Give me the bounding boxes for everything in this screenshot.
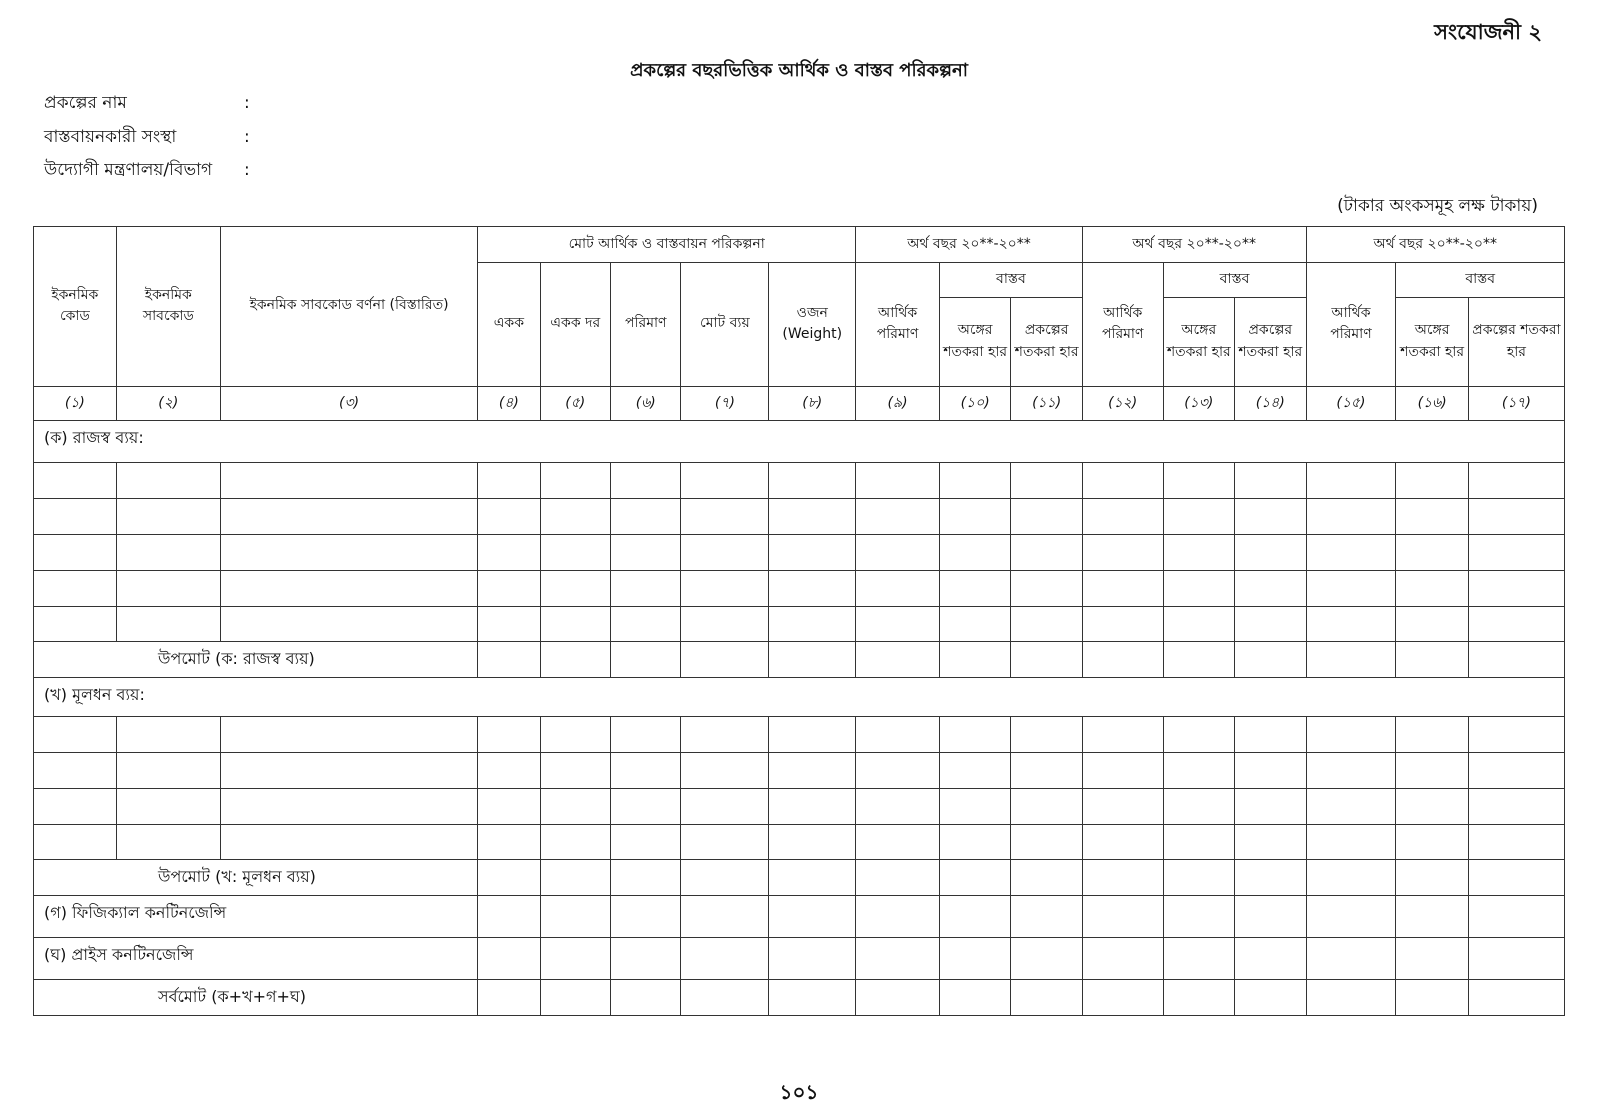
entry-cell[interactable] bbox=[1468, 824, 1564, 860]
header-item-percent: অঙ্গের শতকরা হার bbox=[1163, 297, 1234, 386]
entry-cell[interactable] bbox=[1163, 535, 1234, 571]
entry-cell[interactable] bbox=[540, 788, 610, 824]
entry-cell[interactable] bbox=[1468, 499, 1564, 535]
header-economic-code: ইকনমিক কোড bbox=[34, 227, 117, 387]
entry-cell[interactable] bbox=[1468, 606, 1564, 642]
header-project-percent: প্রকল্পের শতকরা হার bbox=[1235, 297, 1306, 386]
capital-subtotal-row bbox=[34, 860, 1565, 896]
col-number: (৯) bbox=[856, 386, 940, 421]
col-number: (১৩) bbox=[1163, 386, 1234, 421]
entry-cell[interactable] bbox=[1468, 788, 1564, 824]
entry-cell[interactable] bbox=[116, 570, 220, 606]
entry-cell[interactable] bbox=[1011, 752, 1082, 788]
entry-cell[interactable] bbox=[939, 752, 1010, 788]
entry-cell[interactable] bbox=[769, 570, 856, 606]
header-fiscal-year-3: অর্থ বছর ২০**-২০** bbox=[1306, 227, 1564, 263]
entry-cell[interactable] bbox=[478, 752, 540, 788]
grand-total-label: সর্বমোট (ক+খ+গ+ঘ) bbox=[34, 980, 478, 1016]
header-description: ইকনমিক সাবকোড বর্ণনা (বিস্তারিত) bbox=[220, 227, 477, 387]
info-label: বাস্তবায়নকারী সংস্থা bbox=[44, 127, 177, 147]
col-number: (৫) bbox=[540, 386, 610, 421]
entry-cell[interactable] bbox=[1011, 788, 1082, 824]
entry-cell[interactable] bbox=[116, 752, 220, 788]
entry-cell[interactable] bbox=[769, 788, 856, 824]
col-number: (৪) bbox=[478, 386, 540, 421]
entry-cell[interactable] bbox=[1163, 570, 1234, 606]
entry-cell[interactable] bbox=[1082, 463, 1163, 499]
entry-cell[interactable] bbox=[681, 535, 769, 571]
entry-cell[interactable] bbox=[1306, 788, 1396, 824]
revenue-subtotal-row bbox=[34, 642, 1565, 678]
entry-cell[interactable] bbox=[220, 499, 477, 535]
entry-cell[interactable] bbox=[611, 717, 681, 753]
entry-cell[interactable] bbox=[1082, 717, 1163, 753]
page-title: প্রকল্পের বছরভিত্তিক আর্থিক ও বাস্তব পরিকল্পনা bbox=[630, 60, 968, 81]
entry-cell[interactable] bbox=[611, 824, 681, 860]
info-colon: : bbox=[244, 93, 250, 113]
entry-cell[interactable] bbox=[1082, 606, 1163, 642]
header-economic-subcode: ইকনমিক সাবকোড bbox=[116, 227, 220, 387]
entry-cell[interactable] bbox=[1306, 824, 1396, 860]
entry-cell[interactable] bbox=[1011, 570, 1082, 606]
entry-cell[interactable] bbox=[769, 824, 856, 860]
entry-cell[interactable] bbox=[478, 788, 540, 824]
entry-cell[interactable] bbox=[1468, 535, 1564, 571]
entry-cell[interactable] bbox=[1306, 463, 1396, 499]
entry-cell[interactable] bbox=[116, 535, 220, 571]
entry-cell[interactable] bbox=[1011, 824, 1082, 860]
col-number: (৭) bbox=[681, 386, 769, 421]
entry-cell[interactable] bbox=[939, 824, 1010, 860]
header-financial-amount: আর্থিক পরিমাণ bbox=[1082, 262, 1163, 386]
info-project-name bbox=[44, 90, 250, 118]
entry-cell[interactable] bbox=[1468, 717, 1564, 753]
entry-cell[interactable] bbox=[856, 499, 940, 535]
entry-cell[interactable] bbox=[939, 788, 1010, 824]
entry-cell[interactable] bbox=[540, 752, 610, 788]
entry-cell[interactable] bbox=[1082, 824, 1163, 860]
entry-cell[interactable] bbox=[478, 463, 540, 499]
header-financial-amount: আর্থিক পরিমাণ bbox=[856, 262, 940, 386]
entry-cell[interactable] bbox=[116, 717, 220, 753]
entry-cell[interactable] bbox=[1396, 463, 1469, 499]
entry-cell[interactable] bbox=[1082, 499, 1163, 535]
col-number: (৬) bbox=[611, 386, 681, 421]
entry-cell[interactable] bbox=[540, 570, 610, 606]
entry-cell[interactable] bbox=[220, 535, 477, 571]
entry-cell[interactable] bbox=[1306, 606, 1396, 642]
physical-contingency-row bbox=[34, 896, 1565, 938]
entry-cell[interactable] bbox=[1082, 788, 1163, 824]
grand-total-row bbox=[34, 980, 1565, 1016]
entry-cell[interactable] bbox=[769, 463, 856, 499]
entry-cell[interactable] bbox=[1396, 717, 1469, 753]
table-row bbox=[34, 606, 1565, 642]
entry-cell[interactable] bbox=[540, 824, 610, 860]
table-row bbox=[34, 463, 1565, 499]
table-row bbox=[34, 752, 1565, 788]
entry-cell[interactable] bbox=[1235, 824, 1306, 860]
entry-cell[interactable] bbox=[856, 717, 940, 753]
entry-cell[interactable] bbox=[116, 824, 220, 860]
entry-cell[interactable] bbox=[681, 463, 769, 499]
entry-cell[interactable] bbox=[1306, 717, 1396, 753]
entry-cell[interactable] bbox=[939, 717, 1010, 753]
entry-cell[interactable] bbox=[220, 824, 477, 860]
entry-cell[interactable] bbox=[34, 788, 117, 824]
entry-cell[interactable] bbox=[681, 499, 769, 535]
table-row bbox=[34, 824, 1565, 860]
entry-cell[interactable] bbox=[681, 788, 769, 824]
entry-cell[interactable] bbox=[220, 463, 477, 499]
entry-cell[interactable] bbox=[220, 788, 477, 824]
entry-cell[interactable] bbox=[478, 570, 540, 606]
info-ministry bbox=[44, 157, 250, 185]
entry-cell[interactable] bbox=[116, 499, 220, 535]
entry-cell[interactable] bbox=[681, 570, 769, 606]
info-label: প্রকল্পের নাম bbox=[44, 93, 127, 113]
entry-cell[interactable] bbox=[1396, 752, 1469, 788]
entry-cell[interactable] bbox=[1235, 499, 1306, 535]
col-number: (১) bbox=[34, 386, 117, 421]
col-number: (১২) bbox=[1082, 386, 1163, 421]
entry-cell[interactable] bbox=[1396, 606, 1469, 642]
header-weight: ওজন (Weight) bbox=[769, 262, 856, 386]
entry-cell[interactable] bbox=[116, 606, 220, 642]
entry-cell[interactable] bbox=[220, 717, 477, 753]
physical-contingency-label: (গ) ফিজিক্যাল কনটিনজেন্সি bbox=[34, 896, 478, 938]
section-revenue: (ক) রাজস্ব ব্যয়: bbox=[34, 421, 1565, 463]
entry-cell[interactable] bbox=[1163, 463, 1234, 499]
entry-cell[interactable] bbox=[1235, 570, 1306, 606]
header-unit: একক bbox=[478, 262, 540, 386]
table-row bbox=[34, 788, 1565, 824]
table-row bbox=[34, 570, 1565, 606]
entry-cell[interactable] bbox=[611, 752, 681, 788]
header-unit-rate: একক দর bbox=[540, 262, 610, 386]
entry-cell[interactable] bbox=[540, 499, 610, 535]
entry-cell[interactable] bbox=[116, 463, 220, 499]
entry-cell[interactable] bbox=[116, 788, 220, 824]
entry-cell[interactable] bbox=[1396, 499, 1469, 535]
header-fiscal-year-2: অর্থ বছর ২০**-২০** bbox=[1082, 227, 1306, 263]
entry-cell[interactable] bbox=[856, 824, 940, 860]
header-financial-amount: আর্থিক পরিমাণ bbox=[1306, 262, 1396, 386]
entry-cell[interactable] bbox=[1306, 752, 1396, 788]
entry-cell[interactable] bbox=[611, 570, 681, 606]
entry-cell[interactable] bbox=[34, 606, 117, 642]
entry-cell[interactable] bbox=[681, 717, 769, 753]
entry-cell[interactable] bbox=[681, 606, 769, 642]
info-implementing-agency bbox=[44, 124, 250, 152]
entry-cell[interactable] bbox=[611, 606, 681, 642]
entry-cell[interactable] bbox=[1306, 535, 1396, 571]
entry-cell[interactable] bbox=[681, 824, 769, 860]
entry-cell[interactable] bbox=[220, 606, 477, 642]
entry-cell[interactable] bbox=[856, 752, 940, 788]
entry-cell[interactable] bbox=[1235, 535, 1306, 571]
table-row bbox=[34, 535, 1565, 571]
entry-cell[interactable] bbox=[1011, 535, 1082, 571]
revenue-subtotal-label: উপমোট (ক: রাজস্ব ব্যয়) bbox=[34, 642, 478, 678]
entry-cell[interactable] bbox=[939, 570, 1010, 606]
entry-cell[interactable] bbox=[220, 570, 477, 606]
entry-cell[interactable] bbox=[34, 499, 117, 535]
entry-cell[interactable] bbox=[34, 717, 117, 753]
entry-cell[interactable] bbox=[1011, 463, 1082, 499]
info-label: উদ্যোগী মন্ত্রণালয়/বিভাগ bbox=[44, 160, 213, 180]
entry-cell[interactable] bbox=[1011, 499, 1082, 535]
entry-cell[interactable] bbox=[1396, 535, 1469, 571]
table-row bbox=[34, 499, 1565, 535]
entry-cell[interactable] bbox=[1235, 606, 1306, 642]
entry-cell[interactable] bbox=[1235, 752, 1306, 788]
header-physical: বাস্তব bbox=[1396, 262, 1565, 297]
entry-cell[interactable] bbox=[681, 752, 769, 788]
entry-cell[interactable] bbox=[478, 606, 540, 642]
entry-cell[interactable] bbox=[939, 499, 1010, 535]
entry-cell[interactable] bbox=[1468, 463, 1564, 499]
column-number-row bbox=[34, 386, 1565, 421]
entry-cell[interactable] bbox=[611, 499, 681, 535]
entry-cell[interactable] bbox=[856, 463, 940, 499]
col-number: (১৪) bbox=[1235, 386, 1306, 421]
entry-cell[interactable] bbox=[34, 752, 117, 788]
price-contingency-row bbox=[34, 938, 1565, 980]
entry-cell[interactable] bbox=[769, 717, 856, 753]
entry-cell[interactable] bbox=[1163, 717, 1234, 753]
entry-cell[interactable] bbox=[478, 717, 540, 753]
entry-cell[interactable] bbox=[1468, 752, 1564, 788]
info-colon: : bbox=[244, 127, 250, 147]
entry-cell[interactable] bbox=[856, 788, 940, 824]
entry-cell[interactable] bbox=[1082, 752, 1163, 788]
header-project-percent: প্রকল্পের শতকরা হার bbox=[1468, 297, 1564, 386]
col-number: (১৫) bbox=[1306, 386, 1396, 421]
entry-cell[interactable] bbox=[1163, 788, 1234, 824]
entry-cell[interactable] bbox=[1163, 752, 1234, 788]
col-number: (৮) bbox=[769, 386, 856, 421]
capital-subtotal-label: উপমোট (খ: মূলধন ব্যয়) bbox=[34, 860, 478, 896]
entry-cell[interactable] bbox=[611, 463, 681, 499]
entry-cell[interactable] bbox=[540, 463, 610, 499]
entry-cell[interactable] bbox=[34, 535, 117, 571]
price-contingency-label: (ঘ) প্রাইস কনটিনজেন্সি bbox=[34, 938, 478, 980]
section-capital: (খ) মূলধন ব্যয়: bbox=[34, 678, 1565, 717]
entry-cell[interactable] bbox=[478, 499, 540, 535]
entry-cell[interactable] bbox=[769, 752, 856, 788]
entry-cell[interactable] bbox=[1163, 499, 1234, 535]
unit-note: (টাকার অংকসমূহ লক্ষ টাকায়) bbox=[1337, 196, 1538, 216]
header-physical: বাস্তব bbox=[939, 262, 1082, 297]
col-number: (১১) bbox=[1011, 386, 1082, 421]
entry-cell[interactable] bbox=[1163, 606, 1234, 642]
header-total-cost: মোট ব্যয় bbox=[681, 262, 769, 386]
entry-cell[interactable] bbox=[611, 788, 681, 824]
entry-cell[interactable] bbox=[611, 535, 681, 571]
entry-cell[interactable] bbox=[478, 535, 540, 571]
entry-cell[interactable] bbox=[540, 606, 610, 642]
entry-cell[interactable] bbox=[1235, 788, 1306, 824]
entry-cell[interactable] bbox=[1163, 824, 1234, 860]
entry-cell[interactable] bbox=[1011, 717, 1082, 753]
header-fiscal-year-1: অর্থ বছর ২০**-২০** bbox=[856, 227, 1083, 263]
table-row bbox=[34, 717, 1565, 753]
entry-cell[interactable] bbox=[1468, 570, 1564, 606]
plan-table bbox=[33, 226, 1565, 1016]
entry-cell[interactable] bbox=[1396, 788, 1469, 824]
col-number: (২) bbox=[116, 386, 220, 421]
page-number: ১০১ bbox=[779, 1080, 819, 1104]
info-colon: : bbox=[244, 160, 250, 180]
entry-cell[interactable] bbox=[34, 463, 117, 499]
entry-cell[interactable] bbox=[34, 570, 117, 606]
entry-cell[interactable] bbox=[1235, 463, 1306, 499]
entry-cell[interactable] bbox=[1082, 570, 1163, 606]
entry-cell[interactable] bbox=[769, 606, 856, 642]
entry-cell[interactable] bbox=[540, 717, 610, 753]
header-item-percent: অঙ্গের শতকরা হার bbox=[939, 297, 1010, 386]
entry-cell[interactable] bbox=[856, 570, 940, 606]
entry-cell[interactable] bbox=[478, 824, 540, 860]
entry-cell[interactable] bbox=[1396, 824, 1469, 860]
entry-cell[interactable] bbox=[540, 535, 610, 571]
entry-cell[interactable] bbox=[769, 499, 856, 535]
entry-cell[interactable] bbox=[939, 535, 1010, 571]
entry-cell[interactable] bbox=[769, 535, 856, 571]
annex-label: সংযোজনী ২ bbox=[1434, 20, 1542, 44]
entry-cell[interactable] bbox=[34, 824, 117, 860]
col-number: (১৬) bbox=[1396, 386, 1469, 421]
entry-cell[interactable] bbox=[1396, 570, 1469, 606]
header-quantity: পরিমাণ bbox=[611, 262, 681, 386]
entry-cell[interactable] bbox=[939, 606, 1010, 642]
col-number: (১৭) bbox=[1468, 386, 1564, 421]
entry-cell[interactable] bbox=[1306, 570, 1396, 606]
entry-cell[interactable] bbox=[1011, 606, 1082, 642]
entry-cell[interactable] bbox=[1082, 535, 1163, 571]
entry-cell[interactable] bbox=[220, 752, 477, 788]
col-number: (১০) bbox=[939, 386, 1010, 421]
header-total-plan: মোট আর্থিক ও বাস্তবায়ন পরিকল্পনা bbox=[478, 227, 856, 263]
header-physical: বাস্তব bbox=[1163, 262, 1306, 297]
entry-cell[interactable] bbox=[856, 606, 940, 642]
entry-cell[interactable] bbox=[1235, 717, 1306, 753]
entry-cell[interactable] bbox=[856, 535, 940, 571]
entry-cell[interactable] bbox=[939, 463, 1010, 499]
col-number: (৩) bbox=[220, 386, 477, 421]
entry-cell[interactable] bbox=[1306, 499, 1396, 535]
header-item-percent: অঙ্গের শতকরা হার bbox=[1396, 297, 1469, 386]
header-project-percent: প্রকল্পের শতকরা হার bbox=[1011, 297, 1082, 386]
